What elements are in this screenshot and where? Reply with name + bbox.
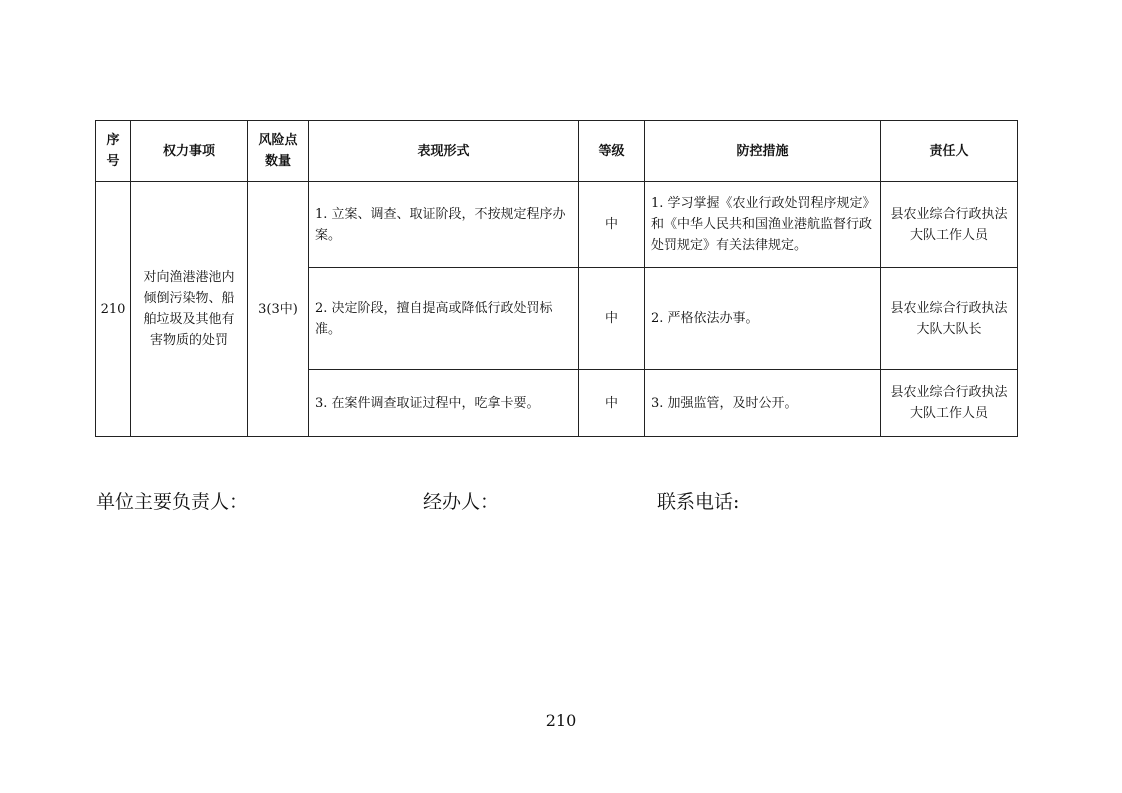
header-risk-count: 风险点数量 [248, 121, 309, 182]
cell-level: 中 [579, 182, 645, 268]
header-manifestation: 表现形式 [309, 121, 579, 182]
cell-manifestation: 1. 立案、调查、取证阶段，不按规定程序办案。 [309, 182, 579, 268]
handler-label: 经办人： [423, 491, 500, 513]
cell-level: 中 [579, 370, 645, 437]
cell-manifestation: 3. 在案件调查取证过程中，吃拿卡要。 [309, 370, 579, 437]
header-item: 权力事项 [131, 121, 248, 182]
cell-measures: 2. 严格依法办事。 [645, 268, 881, 370]
header-responsible: 责任人 [881, 121, 1018, 182]
table-row [96, 182, 1018, 268]
cell-responsible: 县农业综合行政执法大队工作人员 [881, 182, 1018, 268]
cell-responsible: 县农业综合行政执法大队工作人员 [881, 370, 1018, 437]
phone-label: 联系电话: [657, 491, 740, 513]
cell-risk-count: 3(3中) [248, 182, 309, 437]
page-number: 210 [545, 711, 577, 730]
cell-responsible: 县农业综合行政执法大队大队长 [881, 268, 1018, 370]
table-header-row [96, 121, 1018, 182]
cell-manifestation: 2. 决定阶段，擅自提高或降低行政处罚标准。 [309, 268, 579, 370]
unit-head-label: 单位主要负责人： [96, 491, 249, 513]
cell-seq: 210 [96, 182, 131, 437]
header-level: 等级 [579, 121, 645, 182]
cell-level: 中 [579, 268, 645, 370]
cell-item: 对向渔港港池内倾倒污染物、船舶垃圾及其他有害物质的处罚 [131, 182, 248, 437]
header-seq: 序号 [96, 121, 131, 182]
risk-control-table [95, 120, 1018, 437]
cell-measures: 3. 加强监管，及时公开。 [645, 370, 881, 437]
header-measures: 防控措施 [645, 121, 881, 182]
cell-measures: 1. 学习掌握《农业行政处罚程序规定》和《中华人民共和国渔业港航监督行政处罚规定》有关法律规定。 [645, 182, 881, 268]
